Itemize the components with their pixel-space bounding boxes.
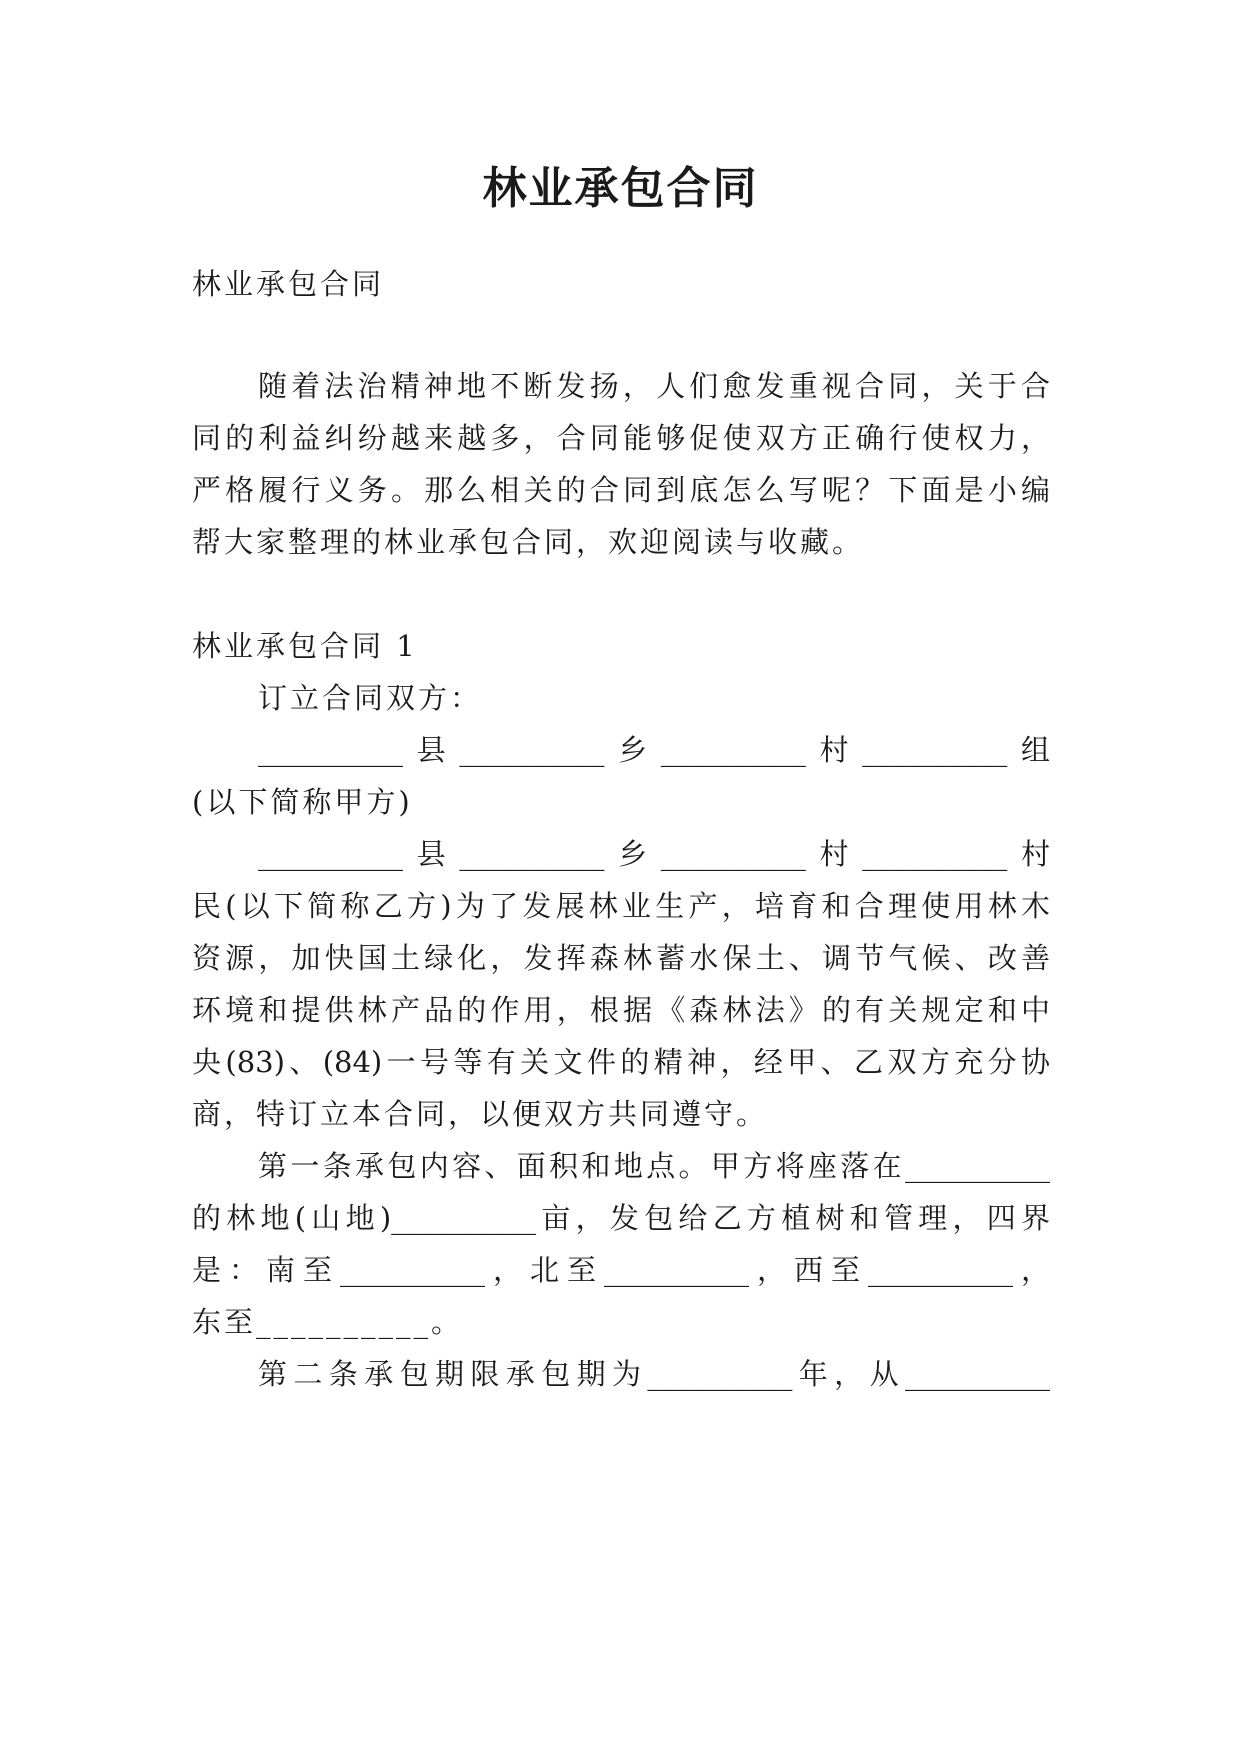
intro-line-2: 同的利益纠纷越来越多，合同能够促使双方正确行使权力， [192, 421, 1050, 455]
intro-line-3: 严格履行义务。那么相关的合同到底怎么写呢？下面是小编 [192, 473, 1050, 507]
body-line-1: 民(以下简称乙方)为了发展林业生产，培育和合理使用林木 [192, 889, 1050, 923]
party-b-address: __________县__________乡__________村__________村 [258, 837, 1050, 871]
body-line-2: 资源，加快国土绿化，发挥森林蓄水保土、调节气候、改善 [192, 941, 1050, 975]
party-a-address: __________县__________乡__________村__________组 [258, 733, 1050, 767]
article-1-line-2: 的林地(山地)__________亩，发包给乙方植树和管理，四界 [192, 1201, 1050, 1235]
party-a-note: (以下简称甲方) [192, 785, 413, 819]
article-1-line-3: 是：南至__________，北至__________，西至__________， [192, 1253, 1050, 1287]
article-1-line-1: 第一条承包内容、面积和地点。甲方将座落在__________ [258, 1149, 1050, 1183]
body-line-3: 环境和提供林产品的作用，根据《森林法》的有关规定和中 [192, 993, 1050, 1027]
article-2-line-1: 第二条承包期限承包期为__________年，从__________ [258, 1357, 1050, 1391]
article-1-line-4: 东至__________。 [192, 1305, 464, 1339]
body-line-4: 央(83)、(84)一号等有关文件的精神，经甲、乙双方充分协 [192, 1045, 1050, 1079]
subtitle: 林业承包合同 [192, 267, 385, 301]
section-heading: 林业承包合同 1 [192, 629, 418, 663]
document-title: 林业承包合同 [482, 163, 759, 214]
intro-line-4: 帮大家整理的林业承包合同，欢迎阅读与收藏。 [192, 525, 865, 559]
intro-line-1: 随着法治精神地不断发扬，人们愈发重视合同，关于合 [258, 369, 1050, 403]
parties-label: 订立合同双方： [258, 681, 483, 715]
body-line-5: 商，特订立本合同，以便双方共同遵守。 [192, 1097, 769, 1131]
